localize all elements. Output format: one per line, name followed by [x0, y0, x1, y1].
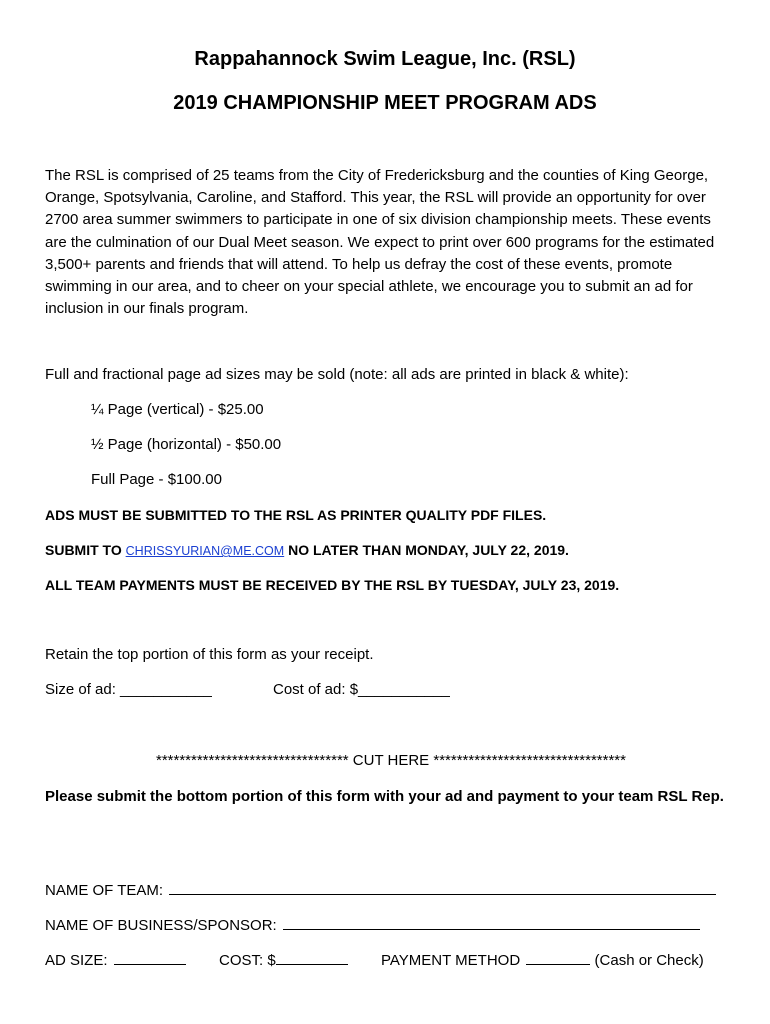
ad-size-half: ½ Page (horizontal) - $50.00 — [91, 436, 282, 453]
cut-here-line: ********************************* CUT HERE ********************************* — [155, 752, 626, 769]
submit-notice — [45, 542, 569, 558]
email-link[interactable]: CHRISSYURIAN@ME.COM — [125, 544, 285, 558]
receipt-size-field: Size of ad: ___________ — [45, 681, 212, 698]
receipt-note: Retain the top portion of this form as your receipt. — [45, 646, 374, 663]
page-subtitle: 2019 CHAMPIONSHIP MEET PROGRAM ADS — [173, 92, 597, 114]
page-title: Rappahannock Swim League, Inc. (RSL) — [194, 48, 576, 70]
team-name-field[interactable] — [169, 880, 716, 895]
sponsor-label: NAME OF BUSINESS/SPONSOR: — [45, 917, 277, 934]
ad-size-field[interactable] — [114, 950, 186, 965]
submit-deadline: NO LATER THAN MONDAY, JULY 22, 2019. — [284, 542, 569, 558]
payment-method-label: PAYMENT METHOD — [381, 952, 521, 969]
submit-instructions: Please submit the bottom portion of this form with your ad and payment to your team RSL Rep. — [45, 788, 724, 805]
payment-method-field[interactable] — [526, 950, 590, 965]
team-name-label: NAME OF TEAM: — [45, 882, 164, 899]
ad-size-label: AD SIZE: — [45, 952, 108, 969]
payment-method-note: (Cash or Check) — [594, 952, 704, 969]
ad-size-quarter: ¼ Page (vertical) - $25.00 — [91, 401, 264, 418]
intro-paragraph: The RSL is comprised of 25 teams from the City of Fredericksburg and the counties of King George, Orange, Spotsylvania, Caroline, and Stafford. This year, the RSL will provide an opportunity for over 2700 area summer swimmers to participate in one of six division championship meets. These events are the culmination of our Dual Meet season. We expect to print over 600 programs for the estimated 3,500+ parents and friends that will attend. To help us defray the cost of these events, promote swimming in our area, and to cheer on your special athlete, we encourage you to submit an ad for inclusion in our finals program. — [45, 167, 715, 318]
payments-notice: ALL TEAM PAYMENTS MUST BE RECEIVED BY THE RSL BY TUESDAY, JULY 23, 2019. — [45, 577, 620, 593]
receipt-cost-field: Cost of ad: $___________ — [273, 681, 450, 698]
cost-row — [219, 950, 348, 969]
payment-row — [381, 950, 704, 969]
cost-field[interactable] — [276, 950, 348, 965]
cost-label: COST: $ — [219, 952, 276, 969]
ad-size-row — [45, 950, 186, 969]
pdf-notice: ADS MUST BE SUBMITTED TO THE RSL AS PRINTER QUALITY PDF FILES. — [45, 507, 547, 523]
team-name-row — [45, 880, 716, 899]
sponsor-field[interactable] — [283, 915, 700, 930]
submit-prefix: SUBMIT TO — [45, 542, 126, 558]
ad-sizes-heading: Full and fractional page ad sizes may be sold (note: all ads are printed in black & white): — [45, 366, 629, 383]
ad-size-full: Full Page - $100.00 — [91, 471, 222, 488]
sponsor-row — [45, 915, 700, 934]
